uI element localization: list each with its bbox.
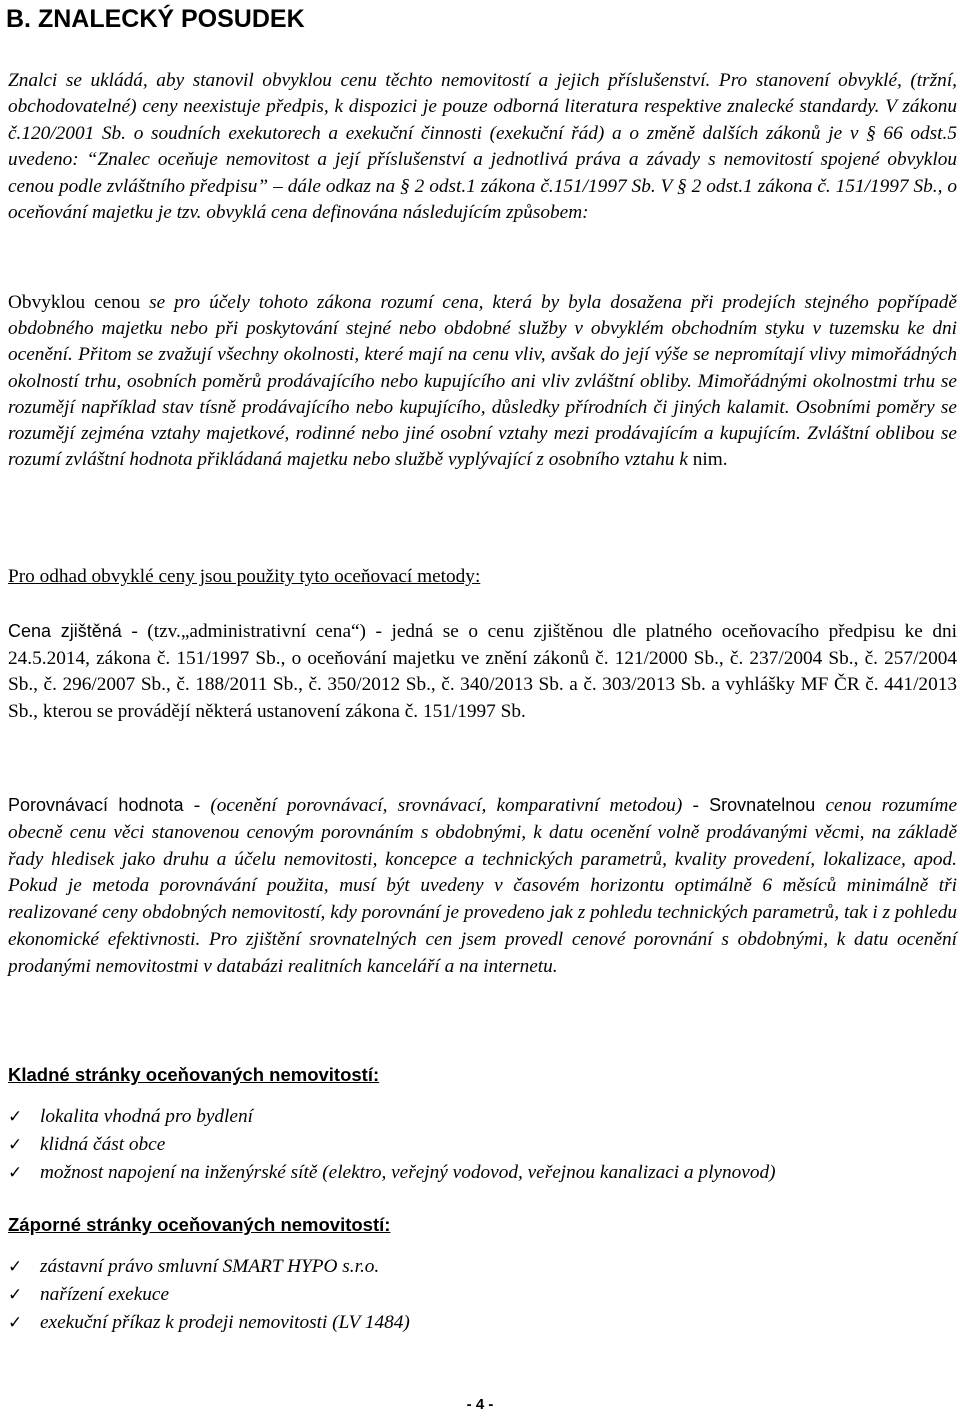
- list-item: ✓ exekuční příkaz k prodeji nemovitosti (LV 1484): [8, 1309, 957, 1337]
- negatives-heading: Záporné stránky oceňovaných nemovitostí:: [8, 1214, 391, 1235]
- usual-price-text: se pro účely tohoto zákona rozumí cena, která by byla dosažena při prodejích stejného popřípadě obdobného majetku nebo při poskytování stejné nebo obdobné služby v obvyklém obchodním styku v tuzemsku ke dni ocenění. Přitom se zvažují všechny okolnosti, které mají na cenu vliv, avšak do její výše se nepromítají vlivy mimořádných okolností trhu, osobních poměrů prodávajícího nebo kupujícího ani vliv zvláštní obliby. Mimořádnými okolnostmi trhu se rozumějí například stav tísně prodávajícího nebo kupujícího, důsledky přírodních či jiných kalamit. Osobními poměry se rozumějí zejména vztahy majetkové, rodinné nebo jiné osobní vztahy mezi prodávajícím a kupujícím. Zvláštní oblibou se rozumí zvláštní hodnota přikládaná majetku nebo službě vyplývající z osobního vztahu k: [8, 292, 957, 471]
- comparative-value-text: cenou rozumíme obecně cenu věci stanovenou cenovým porovnáním s obdobnými, k datu ocenění volně prodávanými věcmi, na základě řady hledisek jako druhu a účelu nemovitosti, koncepce a technických parametrů, kvality provedení, lokalizace, apod. Pokud je metoda porovnávání použita, musí být uvedeny v časovém horizontu optimálně 6 měsíců minimálně tři realizované ceny obdobných nemovitostí, kdy porovnání je provedeno jak z pohledu technických parametrů, tak i z pohledu ekonomické efektivnosti. Pro zjištění srovnatelných cen jsem provedl cenové porovnání s obdobnými, k datu ocenění prodanými nemovitostmi v databázi realitních kanceláří a na internetu.: [8, 795, 958, 977]
- list-item: ✓ nařízení exekuce: [8, 1281, 957, 1309]
- usual-price-term: Obvyklou cenou: [8, 292, 141, 313]
- list-item: ✓ zástavní právo smluvní SMART HYPO s.r.o.: [8, 1253, 957, 1281]
- checkmark-icon: ✓: [8, 1163, 23, 1183]
- methods-heading: [8, 564, 957, 590]
- positives-list: [8, 1103, 957, 1187]
- determined-price-text: - (tzv.„administrativní cena“) - jedná se o cenu zjištěnou dle platného oceňovacího předpisu ke dni 24.5.2014, zákona č. 151/1997 Sb., o oceňování majetku ve znění zákonů č. 121/2000 Sb., č. 237/2004 Sb., č. 257/2004 Sb., č. 296/2007 Sb., č. 188/2011 Sb., č. 350/2012 Sb., č. 340/2013 Sb. a č. 303/2013 Sb. a vyhlášky MF ČR č. 441/2013 Sb., kterou se provádějí některá ustanovení zákona č. 151/1997 Sb.: [8, 621, 957, 722]
- checkmark-icon: ✓: [8, 1285, 23, 1305]
- checkmark-icon: ✓: [8, 1135, 23, 1155]
- determined-price-term: Cena zjištěná: [8, 621, 122, 641]
- negatives-list: [8, 1253, 957, 1337]
- checkmark-icon: ✓: [8, 1313, 23, 1333]
- section-heading: B. ZNALECKÝ POSUDEK: [6, 5, 305, 33]
- comparative-value-plain: Srovnatelnou: [709, 795, 816, 815]
- list-item: ✓ lokalita vhodná pro bydlení: [8, 1103, 957, 1131]
- comparative-value-italic: (ocenění porovnávací, srovnávací, komparativní metodou) -: [210, 795, 710, 816]
- comparative-value-dash: -: [183, 795, 211, 816]
- page-number: - 4 -: [466, 1396, 494, 1413]
- intro-text: Znalci se ukládá, aby stanovil obvyklou cenu těchto nemovitostí a jejich příslušenství. Pro stanovení obvyklé, (tržní, obchodovatelné) ceny neexistuje předpis, k dispozici je pouze odborná literatura respektive znalecké standardy. V zákonu č.120/2001 Sb. o soudních exekutorech a exekuční činnosti (exekuční řád) a o změně dalších zákonů je v § 66 odst.5 uvedeno: “Znalec oceňuje nemovitost a její příslušenství a jednotlivá práva a závady s nemovitostí spojené obvyklou cenou podle zvláštního předpisu” – dále odkaz na § 2 odst.1 zákona č.151/1997 Sb. V § 2 odst.1 zákona č. 151/1997 Sb., o oceňování majetku je tzv. obvyklá cena definována následujícím způsobem:: [8, 70, 957, 224]
- usual-price-definition: [8, 290, 957, 473]
- checkmark-icon: ✓: [8, 1107, 23, 1127]
- methods-heading-text: Pro odhad obvyklé ceny jsou použity tyto oceňovací metody:: [8, 566, 481, 587]
- positives-heading: Kladné stránky oceňovaných nemovitostí:: [8, 1064, 380, 1085]
- usual-price-tail: nim.: [687, 449, 728, 471]
- comparative-value-paragraph: [8, 792, 957, 981]
- list-item: ✓ klidná část obce: [8, 1131, 957, 1159]
- determined-price-paragraph: [8, 618, 957, 725]
- checkmark-icon: ✓: [8, 1257, 23, 1277]
- intro-paragraph: [8, 68, 957, 226]
- comparative-value-term: Porovnávací hodnota: [8, 795, 184, 815]
- list-item: ✓ možnost napojení na inženýrské sítě (elektro, veřejný vodovod, veřejnou kanalizaci a plynovod): [8, 1159, 957, 1187]
